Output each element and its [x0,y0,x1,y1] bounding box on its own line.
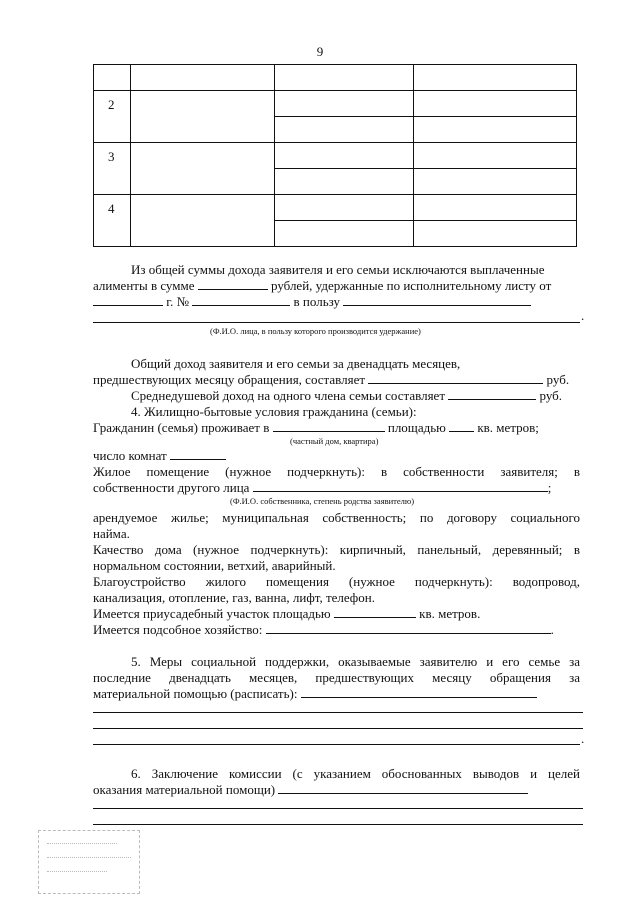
table-cell[interactable] [275,169,414,195]
page-number: 9 [316,44,324,59]
residence-caption: (частный дом, квартира) [290,436,379,446]
farm-field[interactable] [266,622,551,634]
alimony-text: Из общей суммы дохода заявителя и его семьи исключаются выплаченные [131,262,545,277]
rooms-field[interactable] [170,448,226,460]
writ-date-field[interactable] [93,294,163,306]
beneficiary-name-line[interactable] [93,322,580,323]
amenities-text: Благоустройство жилого помещения (нужное подчеркнуть): водопровод, [93,574,580,589]
alimony-amount-field[interactable] [198,278,268,290]
support-line-1[interactable] [93,712,583,713]
average-income-line: Среднедушевой доход на одного члена семьи составляет руб. [131,388,563,403]
stamp-mark [38,830,140,894]
total-income-text: Общий доход заявителя и его семьи за двенадцать месяцев, [131,356,461,371]
table-row [94,143,577,169]
conclusion-line-2[interactable] [93,824,583,825]
support-line-3[interactable] [93,744,580,745]
table-cell[interactable] [414,195,577,221]
table-row [94,65,577,91]
support-line: материальной помощью (расписать): [93,686,537,702]
other-owner-line: собственности другого лица ; [93,480,552,495]
support-field[interactable] [301,686,537,698]
owner-caption: (Ф.И.О. собственника, степень родства заявителю) [230,496,415,506]
table-cell[interactable] [275,221,414,247]
table-cell[interactable] [275,117,414,143]
writ-number-field[interactable] [192,294,290,306]
table-cell[interactable] [275,91,414,117]
farm-line: Имеется подсобное хозяйство: . [93,622,554,637]
row-number: 3 [94,143,131,195]
support-line-2[interactable] [93,728,583,729]
premises-text: Жилое помещение (нужное подчеркнуть): в собственности заявителя; в [93,464,580,479]
conclusion-field[interactable] [278,782,528,794]
rooms-line: число комнат [93,448,226,464]
row-number: 4 [94,195,131,247]
average-income-field[interactable] [448,388,536,400]
table-row [94,195,577,221]
owner-field[interactable] [253,480,548,492]
housing-heading: 4. Жилищно-бытовые условия гражданина (семьи): [131,404,417,419]
writ-line: г. № в пользу [93,294,531,310]
rented-text: арендуемое жилье; муниципальная собственность; по договору социального [93,510,580,525]
residence-line: Гражданин (семья) проживает в площадью кв. метров; [93,420,539,435]
table-cell[interactable] [275,195,414,221]
beneficiary-caption: (Ф.И.О. лица, в пользу которого производится удержание) [210,326,421,336]
income-table [93,64,577,247]
table-cell[interactable] [414,143,577,169]
support-text: 5. Меры социальной поддержки, оказываемые заявителю и его семье за [131,654,580,669]
residence-type-field[interactable] [273,420,385,432]
conclusion-line-1[interactable] [93,808,583,809]
conclusion-line: оказания материальной помощи) [93,782,528,798]
quality-text: Качество дома (нужное подчеркнуть): кирпичный, панельный, деревянный; в [93,542,580,557]
plot-area-field[interactable] [334,606,416,618]
alimony-line: алименты в сумме рублей, удержанные по исполнительному листу от [93,278,552,293]
row-number: 2 [94,91,131,143]
table-cell[interactable] [275,143,414,169]
table-cell[interactable] [414,221,577,247]
conclusion-text: 6. Заключение комиссии (с указанием обоснованных выводов и целей [131,766,580,781]
beneficiary-field[interactable] [343,294,531,306]
total-income-field[interactable] [368,372,543,384]
table-cell[interactable] [414,169,577,195]
table-row [94,91,577,117]
area-field[interactable] [449,420,474,432]
plot-line: Имеется приусадебный участок площадью кв. метров. [93,606,481,621]
table-cell[interactable] [414,117,577,143]
table-cell[interactable] [414,91,577,117]
total-income-line: предшествующих месяцу обращения, составляет руб. [93,372,570,387]
